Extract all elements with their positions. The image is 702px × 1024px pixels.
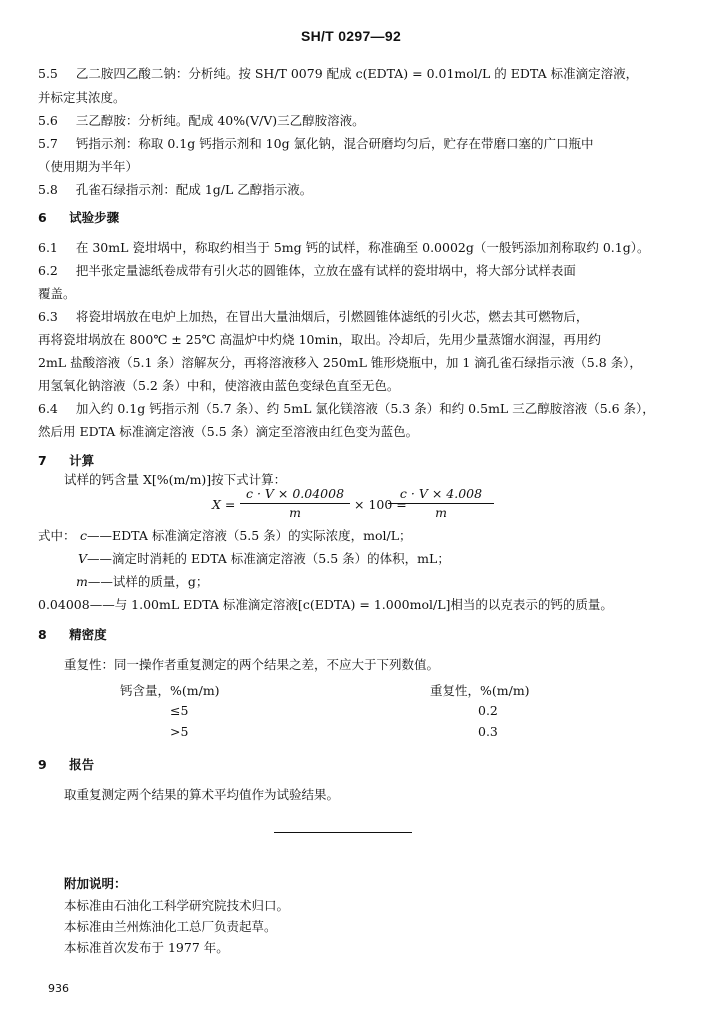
clause-number: 6.1: [38, 240, 58, 255]
appendix-line-2: 本标准由兰州炼油化工总厂负责起草。: [64, 919, 277, 934]
def-constant: [38, 595, 613, 613]
clause-text: 乙二胺四乙酸二钠：分析纯。按 SH/T 0079 配成 c(EDTA) = 0.01mol/L 的 EDTA 标准滴定溶液，: [75, 66, 639, 81]
def-dash: ——: [87, 551, 113, 566]
section-7-heading: [38, 451, 94, 469]
step-6-3-line2: 再将瓷坩埚放在 800℃ ± 25℃ 高温炉中灼烧 10min，取出。冷却后，先用少量蒸馏水润湿，再用约: [38, 332, 601, 347]
clause-number: 6.2: [38, 263, 58, 278]
step-6-2-cont: 覆盖。: [38, 286, 76, 301]
section-title: 精密度: [69, 627, 107, 642]
clause-text: 将瓷坩埚放在电炉上加热，在冒出大量油烟后，引燃圆锥体滤纸的引火芯，燃去其可燃物后，: [75, 309, 589, 324]
reagent-5-8: [38, 180, 312, 198]
def-text: 试样的质量，g；: [112, 574, 209, 589]
formula-fraction1-numerator: c · V × 0.04008: [245, 486, 345, 501]
def-c: [80, 526, 412, 544]
def-dash: ——: [87, 574, 113, 589]
divider-line: [274, 832, 412, 833]
def-text: EDTA 标准滴定溶液（5.5 条）的实际浓度，mol/L；: [112, 528, 412, 543]
section-9-heading: [38, 755, 94, 773]
clause-text: 加入约 0.1g 钙指示剂（5.7 条）、约 5mL 氯化镁溶液（5.3 条）和约 0.5mL 三乙醇胺溶液（5.6 条），: [75, 401, 655, 416]
clause-text: 钙指示剂：称取 0.1g 钙指示剂和 10g 氯化钠，混合研磨均匀后，贮存在带磨口塞的广口瓶中: [75, 136, 594, 151]
appendix-title: 附加说明：: [64, 876, 127, 891]
section-title: 报告: [69, 757, 95, 772]
clause-number: 6.4: [38, 401, 58, 416]
appendix-line-1: 本标准由石油化工科学研究院技术归口。: [64, 898, 290, 913]
formula-fraction2-denominator: m: [435, 505, 447, 520]
where-label: 式中：: [38, 528, 76, 543]
step-6-3-line3: 2mL 盐酸溶液（5.1 条）溶解灰分，再将溶液移入 250mL 锥形烧瓶中，加 1 滴孔雀石绿指示液（5.8 条），: [38, 355, 642, 370]
def-text: 与 1.00mL EDTA 标准滴定溶液[c(EDTA) = 1.000mol/L]相当的以克表示的钙的质量。: [114, 597, 613, 612]
precision-row-2-repeatability: 0.3: [478, 724, 498, 739]
def-text: 滴定时消耗的 EDTA 标准滴定溶液（5.5 条）的体积，mL；: [112, 551, 450, 566]
clause-number: 6.3: [38, 309, 58, 324]
formula-times-100: × 100 =: [354, 497, 407, 512]
clause-number: 5.8: [38, 182, 58, 197]
step-6-3-line4: 用氢氧化钠溶液（5.2 条）中和，使溶液由蓝色变绿色直至无色。: [38, 378, 400, 393]
section-number: 6: [38, 210, 47, 225]
report-text: 取重复测定两个结果的算术平均值作为试验结果。: [64, 787, 340, 802]
def-symbol: m: [76, 574, 88, 589]
formula-fraction1-bar: [240, 503, 350, 504]
section-title: 试验步骤: [69, 210, 120, 225]
section-number: 8: [38, 627, 47, 642]
clause-number: 5.5: [38, 66, 58, 81]
reagent-5-5-cont: 并标定其浓度。: [38, 90, 126, 105]
def-symbol: 0.04008: [38, 597, 90, 612]
clause-text: 孔雀石绿指示剂：配成 1g/L 乙醇指示液。: [75, 182, 313, 197]
def-v: [78, 549, 450, 567]
page-number: 936: [48, 982, 69, 995]
section-6-heading: [38, 208, 119, 226]
step-6-4-cont: 然后用 EDTA 标准滴定溶液（5.5 条）滴定至溶液由红色变为蓝色。: [38, 424, 419, 439]
def-dash: ——: [87, 528, 113, 543]
clause-number: 5.7: [38, 136, 58, 151]
section-8-heading: [38, 625, 107, 643]
formula-fraction2-bar: [388, 503, 494, 504]
calculation-intro: 试样的钙含量 X[%(m/m)]按下式计算：: [64, 472, 287, 487]
section-number: 9: [38, 757, 47, 772]
precision-col1-header: 钙含量，%(m/m): [120, 683, 220, 698]
precision-row-1-content: ≤5: [170, 703, 189, 718]
section-number: 7: [38, 453, 47, 468]
section-title: 计算: [69, 453, 95, 468]
def-symbol: c: [80, 528, 88, 543]
def-dash: ——: [89, 597, 115, 612]
precision-col2-header: 重复性，%(m/m): [430, 683, 530, 698]
reagent-5-7-cont: （使用期为半年）: [38, 159, 139, 174]
step-6-3: [38, 307, 588, 325]
clause-text: 在 30mL 瓷坩埚中，称取约相当于 5mg 钙的试样，称准确至 0.0002g（一般钙添加剂称取约 0.1g）。: [75, 240, 650, 255]
clause-text: 三乙醇胺：分析纯。配成 40%(V/V)三乙醇胺溶液。: [75, 113, 365, 128]
clause-text: 把半张定量滤纸卷成带有引火芯的圆锥体，立放在盛有试样的瓷坩埚中，将大部分试样表面: [75, 263, 576, 278]
step-6-1: [38, 238, 649, 256]
def-symbol: V: [78, 551, 88, 566]
step-6-2: [38, 261, 576, 279]
formula-fraction1-denominator: m: [289, 505, 301, 520]
precision-intro: 重复性：同一操作者重复测定的两个结果之差，不应大于下列数值。: [64, 657, 440, 672]
def-m: [76, 572, 208, 590]
formula-lhs: X =: [212, 497, 236, 512]
step-6-4: [38, 399, 655, 417]
reagent-5-5: [38, 64, 638, 82]
precision-row-2-content: >5: [170, 724, 189, 739]
clause-number: 5.6: [38, 113, 58, 128]
reagent-5-6: [38, 111, 365, 129]
appendix-line-3: 本标准首次发布于 1977 年。: [64, 940, 229, 955]
precision-row-1-repeatability: 0.2: [478, 703, 498, 718]
reagent-5-7: [38, 134, 594, 152]
standard-code-header: SH/T 0297—92: [300, 28, 402, 44]
formula-fraction2-numerator: c · V × 4.008: [399, 486, 483, 501]
